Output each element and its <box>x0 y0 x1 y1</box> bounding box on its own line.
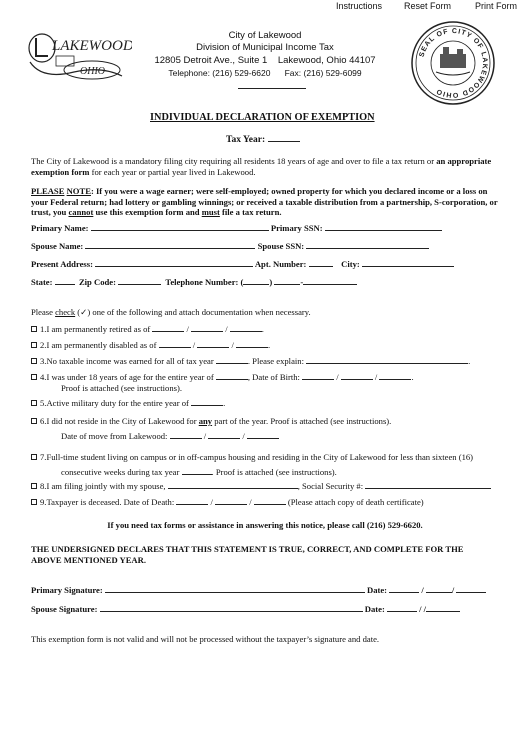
logo-text-lakewood: LAKEWOOD <box>52 38 132 54</box>
header-city: City of Lakewood <box>228 30 302 41</box>
header-divider <box>238 88 306 89</box>
intro-paragraph <box>31 156 501 177</box>
telephone-label: Telephone Number: ( <box>165 277 244 287</box>
primary-date-month[interactable] <box>389 584 419 593</box>
telephone-line-field[interactable] <box>303 276 357 285</box>
option-4-dob-label: , Date of Birth: <box>247 372 300 382</box>
check-prompt-pre: Please <box>31 307 56 317</box>
option-8-ssn-field[interactable] <box>365 480 491 489</box>
option-3-year[interactable] <box>216 355 248 364</box>
option-8-ssn-label: , Social Security #: <box>297 481 364 491</box>
declaration-text: THE UNDERSIGNED DECLARES THAT THIS STATEMENT IS TRUE, CORRECT, AND COMPLETE FOR THE ABOVE MENTIONED YEAR. <box>31 544 464 565</box>
option-6-move-label: Date of move from Lakewood: <box>61 431 168 441</box>
spouse-ssn-label: Spouse SSN: <box>257 241 305 251</box>
option-9: 9.Taxpayer is deceased. Date of Death: / / (Please attach copy of death certificate) <box>31 496 424 507</box>
option-2-label: 2.I am permanently disabled as of <box>40 340 157 350</box>
primary-date-year[interactable] <box>456 584 486 593</box>
address-row <box>31 258 454 269</box>
primary-name-field[interactable] <box>91 222 269 231</box>
check-prompt <box>31 307 311 318</box>
tax-year-field[interactable] <box>268 133 300 142</box>
seal-text: SEAL OF CITY OF LAKEWOOD OHIO <box>418 27 489 99</box>
note-paragraph <box>31 186 501 218</box>
footer-note: This exemption form is not valid and will not be processed without the taxpayer’s signature and date. <box>31 634 380 644</box>
option-7-label: 7.Full-time student living on campus or in off-campus housing and residing in the City of Lakewood for less than sixteen (16) <box>40 452 474 462</box>
option-6-label: 6.I did not reside in the City of Lakewood for <box>40 416 199 426</box>
header-division: Division of Municipal Income Tax <box>196 42 334 53</box>
option-3-explain-field[interactable] <box>306 355 468 364</box>
option-4-dob-month[interactable] <box>302 371 334 380</box>
spouse-date-year[interactable] <box>426 603 460 612</box>
option-4-year[interactable] <box>216 371 248 380</box>
check-prompt-check: check <box>55 307 76 317</box>
lakewood-logo <box>22 26 132 86</box>
spouse-ssn-field[interactable] <box>306 240 429 249</box>
reset-form-button[interactable]: Reset Form <box>404 1 452 11</box>
note-must: must <box>201 207 220 217</box>
check-prompt-post: one of the following and attach documentation when necessary. <box>92 307 311 317</box>
option-9-day[interactable] <box>215 496 247 505</box>
option-7-weeks-label: consecutive weeks during tax year <box>61 467 180 477</box>
zip-field[interactable] <box>118 276 161 285</box>
primary-name-label: Primary Name: <box>31 223 89 233</box>
option-9-month[interactable] <box>176 496 208 505</box>
note-please: PLEASE <box>31 186 65 196</box>
option-4-dob-year[interactable] <box>379 371 411 380</box>
header-phone: Telephone: (216) 529-6620 Fax: (216) 529-6099 <box>168 68 362 78</box>
tax-year-row <box>226 133 300 145</box>
option-7 <box>31 450 473 480</box>
option-8-checkbox[interactable] <box>31 483 37 489</box>
primary-date-day[interactable] <box>426 584 452 593</box>
primary-signature-row: Primary Signature: Date: / / <box>31 584 486 595</box>
option-7-checkbox[interactable] <box>31 454 37 460</box>
spouse-date-month[interactable] <box>387 603 417 612</box>
option-2-day[interactable] <box>197 339 229 348</box>
spouse-signature-field[interactable] <box>100 603 363 612</box>
spouse-signature-row: Spouse Signature: Date: / / <box>31 603 460 614</box>
option-5: 5.Active military duty for the entire year of . <box>31 397 225 408</box>
option-6-move-day[interactable] <box>208 430 240 439</box>
apt-number-field[interactable] <box>309 258 333 267</box>
spouse-name-row <box>31 240 429 251</box>
present-address-label: Present Address: <box>31 259 93 269</box>
city-seal-graphic <box>410 20 496 106</box>
option-9-note: (Please attach copy of death certificate) <box>287 497 424 507</box>
option-4-checkbox[interactable] <box>31 374 37 380</box>
city-seal <box>410 20 496 106</box>
option-2-year[interactable] <box>236 339 268 348</box>
option-6-move-month[interactable] <box>170 430 202 439</box>
primary-signature-label: Primary Signature: <box>31 585 103 595</box>
city-field[interactable] <box>362 258 454 267</box>
option-1-month[interactable] <box>152 323 184 332</box>
option-9-checkbox[interactable] <box>31 499 37 505</box>
instructions-button[interactable]: Instructions <box>336 1 383 11</box>
intro-text: The City of Lakewood is a mandatory filing city requiring all residents 18 years of age and over to file a tax return or <box>31 156 437 166</box>
note-label: NOTE <box>66 186 91 196</box>
intro-text-end: for each year or partial year lived in Lakewood. <box>89 166 256 177</box>
assistance-notice: If you need tax forms or assistance in answering this notice, please call (216) 529-6620. <box>107 520 423 530</box>
option-3-explain-label: . Please explain: <box>247 356 304 366</box>
option-5-checkbox[interactable] <box>31 400 37 406</box>
option-4-dob-day[interactable] <box>341 371 373 380</box>
print-form-button[interactable]: Print Form <box>475 1 518 11</box>
option-7-year[interactable] <box>182 466 212 475</box>
option-3: 3.No taxable income was earned for all of tax year . Please explain: . <box>31 355 470 366</box>
note-text-2: use this exemption form and <box>93 207 202 217</box>
option-6: 6.I did not reside in the City of Lakewood for any part of the year. Proof is attached (see instructions). Date of move from Lakewood: / / <box>31 414 391 444</box>
primary-ssn-label: Primary SSN: <box>270 223 323 233</box>
option-6-any: any <box>198 416 213 426</box>
tax-year-label: Tax Year: <box>226 135 266 145</box>
option-4-label: 4.I was under 18 years of age for the entire year of <box>40 372 214 382</box>
option-9-year[interactable] <box>254 496 286 505</box>
note-text: : If you were a wage earner; were self-employed; owned property for which you declared income or a loss on your Federal return; had lottery or gambling winnings; or received a taxable distribution from a partnership, S-corporation, or trust, you <box>31 186 498 217</box>
option-1: 1.I am permanently retired as of / / . <box>31 323 264 334</box>
telephone-prefix-field[interactable] <box>274 276 300 285</box>
telephone-area-code-field[interactable] <box>243 276 269 285</box>
apt-number-label: Apt. Number: <box>254 259 307 269</box>
option-6-label-end: part of the year. Proof is attached (see instructions). <box>212 416 392 426</box>
option-3-checkbox[interactable] <box>31 358 37 364</box>
option-9-label: 9.Taxpayer is deceased. Date of Death: <box>40 497 175 507</box>
option-8 <box>31 480 491 491</box>
option-5-label: 5.Active military duty for the entire year of <box>40 398 189 408</box>
lakewood-logo-graphic <box>22 26 132 86</box>
header-address: 12805 Detroit Ave., Suite 1 Lakewood, Ohio 44107 <box>154 55 376 66</box>
option-6-checkbox[interactable] <box>31 418 37 424</box>
option-3-label: 3.No taxable income was earned for all of tax year <box>40 356 214 366</box>
primary-signature-field[interactable] <box>105 584 365 593</box>
telephone-close-paren: ) <box>269 277 273 287</box>
check-prompt-mark: (✓) <box>75 307 93 317</box>
option-4: 4.I was under 18 years of age for the entire year of , Date of Birth: / / . Proof is attached (see instructions). <box>31 371 414 394</box>
option-1-year[interactable] <box>230 323 262 332</box>
primary-ssn-field[interactable] <box>325 222 442 231</box>
spouse-date-label: Date: <box>364 604 385 614</box>
primary-date-label: Date: <box>367 585 388 595</box>
state-field[interactable] <box>55 276 75 285</box>
option-8-label: 8.I am filing jointly with my spouse, <box>40 481 166 491</box>
zip-label: Zip Code: <box>78 277 116 287</box>
option-2-month[interactable] <box>159 339 191 348</box>
option-2-checkbox[interactable] <box>31 342 37 348</box>
option-1-day[interactable] <box>191 323 223 332</box>
option-4-proof: Proof is attached (see instructions). <box>61 383 182 393</box>
intro-bold-text: an appropriate exemption form <box>31 156 492 177</box>
city-label: City: <box>341 259 360 269</box>
spouse-name-field[interactable] <box>85 240 255 249</box>
state-zip-row: State: Zip Code: Telephone Number: ( ) - <box>31 276 357 287</box>
present-address-field[interactable] <box>95 258 253 267</box>
form-title: INDIVIDUAL DECLARATION OF EXEMPTION <box>150 112 375 123</box>
option-2: 2.I am permanently disabled as of / / . <box>31 339 270 350</box>
option-7-proof: . Proof is attached (see instructions). <box>211 467 337 477</box>
state-label: State: <box>31 277 53 287</box>
option-1-checkbox[interactable] <box>31 326 37 332</box>
note-text-3: file a tax return. <box>219 207 282 217</box>
option-1-label: 1.I am permanently retired as of <box>40 324 151 334</box>
spouse-signature-label: Spouse Signature: <box>31 604 98 614</box>
option-5-year[interactable] <box>191 397 223 406</box>
primary-name-row <box>31 222 442 233</box>
logo-text-ohio: OHIO <box>80 66 105 77</box>
note-cannot: cannot <box>68 207 94 217</box>
option-6-move-year[interactable] <box>247 430 279 439</box>
option-8-spouse-field[interactable] <box>168 480 298 489</box>
spouse-name-label: Spouse Name: <box>31 241 84 251</box>
